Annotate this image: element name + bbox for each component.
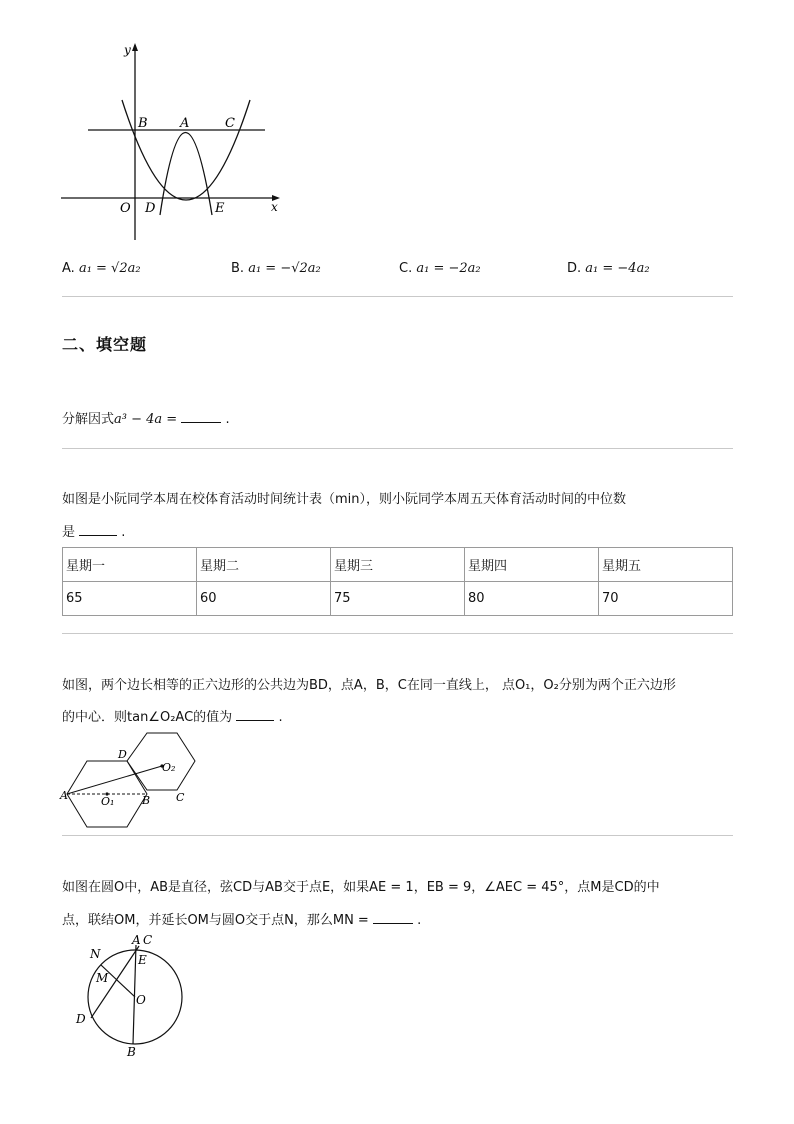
answer-blank[interactable] xyxy=(373,911,413,924)
upward-parabola xyxy=(122,100,250,200)
hexagon-figure xyxy=(58,728,208,828)
label-b: B xyxy=(142,794,151,807)
table-cell: 70 xyxy=(599,582,733,616)
question-period: . xyxy=(417,913,422,928)
option-letter: D. xyxy=(567,261,582,276)
divider xyxy=(62,296,733,297)
option-expression: a₁ = −2a₂ xyxy=(416,261,481,276)
downward-parabola xyxy=(160,133,212,216)
label-a: A xyxy=(132,933,141,947)
question-period: . xyxy=(278,710,283,725)
label-m: M xyxy=(96,971,109,985)
table-row xyxy=(63,582,733,616)
table-header-cell: 星期四 xyxy=(465,548,599,582)
circle-figure xyxy=(70,932,195,1062)
label-n: N xyxy=(90,947,101,961)
option-d[interactable] xyxy=(567,260,650,278)
option-letter: A. xyxy=(62,261,75,276)
label-c: C xyxy=(176,791,185,804)
question-period: . xyxy=(225,412,230,427)
label-o: O xyxy=(136,993,146,1007)
option-expression: a₁ = −4a₂ xyxy=(585,261,650,276)
label-o1: O₁ xyxy=(101,795,115,808)
question-text: 点，联结OM，并延长OM与圆O交于点N，那么MN = xyxy=(62,913,369,928)
label-d: D xyxy=(118,748,127,761)
option-letter: B. xyxy=(231,261,245,276)
label-c: C xyxy=(225,116,235,131)
table-header-cell: 星期一 xyxy=(63,548,197,582)
label-b: B xyxy=(138,116,148,131)
table-header-cell: 星期三 xyxy=(331,548,465,582)
question-factorize xyxy=(62,410,230,429)
option-c[interactable] xyxy=(399,260,481,278)
label-origin: O xyxy=(120,201,131,216)
option-expression: a₁ = −√2a₂ xyxy=(248,261,321,276)
question-median-line2 xyxy=(62,523,125,542)
label-d: D xyxy=(76,1012,86,1026)
activity-time-table xyxy=(62,547,733,616)
answer-blank[interactable] xyxy=(79,523,117,536)
divider xyxy=(62,633,733,634)
label-e: E xyxy=(215,201,225,216)
table-cell: 80 xyxy=(465,582,599,616)
section-title: 二、填空题 xyxy=(62,335,148,354)
label-a: A xyxy=(180,116,190,131)
y-axis-arrow xyxy=(132,43,138,51)
label-x: x xyxy=(271,200,278,214)
question-text: 的中心．则tan∠O₂AC的值为 xyxy=(62,710,233,725)
answer-blank[interactable] xyxy=(181,410,221,423)
label-b: B xyxy=(127,1045,136,1059)
option-expression: a₁ = √2a₂ xyxy=(78,261,141,276)
option-a[interactable] xyxy=(62,260,141,278)
table-cell: 75 xyxy=(331,582,465,616)
question-hexagon-line1: 如图，两个边长相等的正六边形的公共边为BD，点A，B，C在同一直线上， 点O₁，O₂分别为两个正六边形 xyxy=(62,678,676,693)
table-cell: 65 xyxy=(63,582,197,616)
question-circle-line1: 如图在圆O中，AB是直径，弦CD与AB交于点E，如果AE = 1，EB = 9，∠AEC = 45°，点M是CD的中 xyxy=(62,880,660,895)
table-cell: 60 xyxy=(197,582,331,616)
question-period: . xyxy=(121,525,126,540)
table-header-row xyxy=(63,548,733,582)
label-e: E xyxy=(138,953,147,967)
right-hexagon xyxy=(127,733,195,790)
option-b[interactable] xyxy=(231,260,321,278)
question-circle-line2 xyxy=(62,911,421,930)
question-median-line1: 如图是小阮同学本周在校体育活动时间统计表（min），则小阮同学本周五天体育活动时间的中位数 xyxy=(62,492,627,507)
divider xyxy=(62,835,733,836)
question-text: 是 xyxy=(62,525,76,540)
label-a: A xyxy=(60,789,68,802)
question-expression: a³ − 4a = xyxy=(114,412,178,427)
question-hexagon-line2 xyxy=(62,708,283,727)
parabola-figure xyxy=(58,40,288,245)
divider xyxy=(62,448,733,449)
label-d: D xyxy=(145,201,156,216)
table-header-cell: 星期二 xyxy=(197,548,331,582)
option-letter: C. xyxy=(399,261,413,276)
table-header-cell: 星期五 xyxy=(599,548,733,582)
label-c: C xyxy=(143,933,153,947)
question-text: 分解因式 xyxy=(62,412,115,427)
label-y: y xyxy=(124,43,131,57)
label-o2: O₂ xyxy=(162,761,176,774)
answer-blank[interactable] xyxy=(236,708,274,721)
